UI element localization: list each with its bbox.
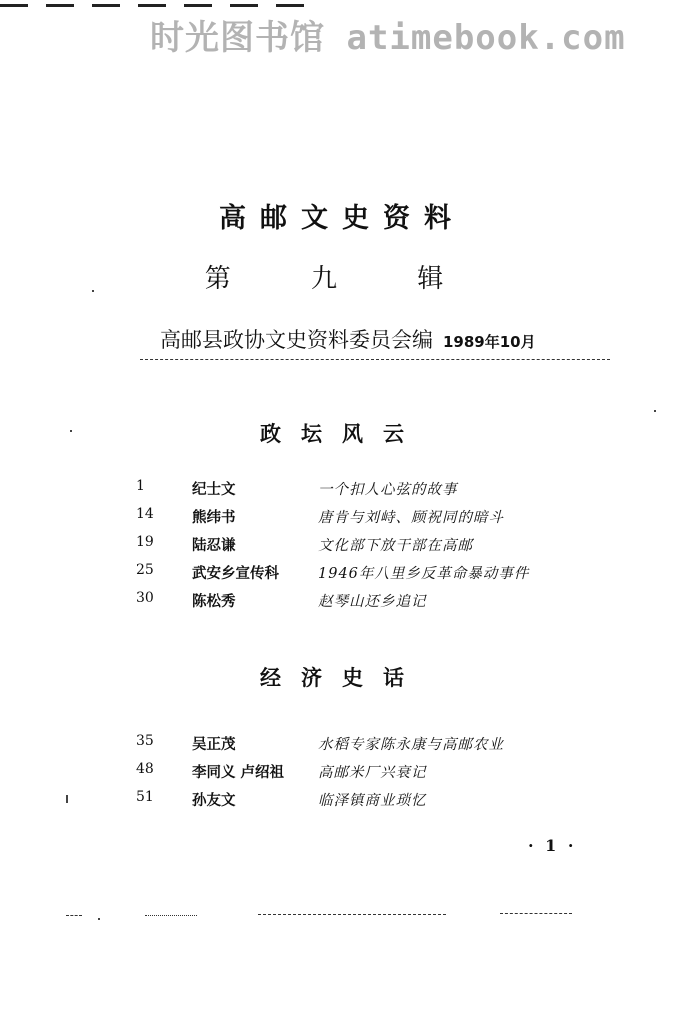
entry-page: 51 bbox=[136, 789, 154, 805]
header-rule bbox=[140, 359, 610, 360]
entry-title: 水稻专家陈永康与高邮农业 bbox=[318, 737, 504, 753]
scan-speck bbox=[92, 290, 94, 292]
entry-title: 唐肯与刘峙、顾祝同的暗斗 bbox=[318, 510, 504, 526]
footer-rule bbox=[66, 915, 82, 916]
top-edge-dashes bbox=[0, 4, 340, 8]
entry-author: 陈松秀 bbox=[192, 594, 236, 610]
entry-page: 25 bbox=[136, 562, 154, 578]
editor-line bbox=[160, 324, 536, 354]
entry-title: 赵琴山还乡追记 bbox=[318, 594, 427, 610]
entry-page: 35 bbox=[136, 733, 154, 749]
scan-speck bbox=[70, 430, 72, 432]
footer-rule bbox=[145, 915, 197, 916]
entry-author: 陆忍谦 bbox=[192, 538, 236, 554]
toc-entry bbox=[136, 761, 576, 789]
entry-title: 文化部下放干部在高邮 bbox=[318, 538, 473, 554]
entry-title: 临泽镇商业琐忆 bbox=[318, 793, 427, 809]
entry-author: 武安乡宣传科 bbox=[192, 566, 279, 582]
scan-speck bbox=[66, 795, 68, 803]
footer-rule bbox=[258, 914, 446, 915]
book-title: 高邮文史资料 bbox=[219, 203, 465, 234]
page-number: · 1 · bbox=[528, 836, 577, 855]
entry-title: 1946年八里乡反革命暴动事件 bbox=[318, 566, 530, 582]
toc-entry bbox=[136, 789, 576, 817]
entry-author: 吴正茂 bbox=[192, 737, 236, 753]
entry-title: 一个扣人心弦的故事 bbox=[318, 482, 458, 498]
publish-date: 1989年10月 bbox=[443, 333, 536, 351]
section-title-economy: 经济史话 bbox=[260, 666, 424, 690]
scan-speck bbox=[98, 918, 100, 920]
toc-list-politics bbox=[136, 478, 576, 618]
footer-rule bbox=[500, 913, 572, 914]
toc-entry bbox=[136, 590, 576, 618]
toc-entry bbox=[136, 506, 576, 534]
entry-author: 李同义 卢绍祖 bbox=[192, 765, 285, 781]
toc-list-economy bbox=[136, 733, 576, 817]
entry-author: 纪士文 bbox=[192, 482, 236, 498]
entry-page: 30 bbox=[136, 590, 154, 606]
entry-author: 熊纬书 bbox=[192, 510, 236, 526]
section-title-politics: 政坛风云 bbox=[260, 422, 424, 446]
toc-entry bbox=[136, 478, 576, 506]
entry-page: 19 bbox=[136, 534, 154, 550]
entry-page: 14 bbox=[136, 506, 154, 522]
entry-page: 48 bbox=[136, 761, 154, 777]
entry-page: 1 bbox=[136, 478, 145, 494]
entry-title: 高邮米厂兴衰记 bbox=[318, 765, 427, 781]
toc-entry bbox=[136, 562, 576, 590]
scan-speck bbox=[654, 410, 656, 412]
entry-author: 孙友文 bbox=[192, 793, 236, 809]
volume-label: 第 九 辑 bbox=[204, 264, 480, 294]
editor-name: 高邮县政协文史资料委员会编 bbox=[160, 328, 433, 352]
toc-entry bbox=[136, 733, 576, 761]
watermark: 时光图书馆 atimebook.com bbox=[150, 18, 626, 58]
toc-entry bbox=[136, 534, 576, 562]
